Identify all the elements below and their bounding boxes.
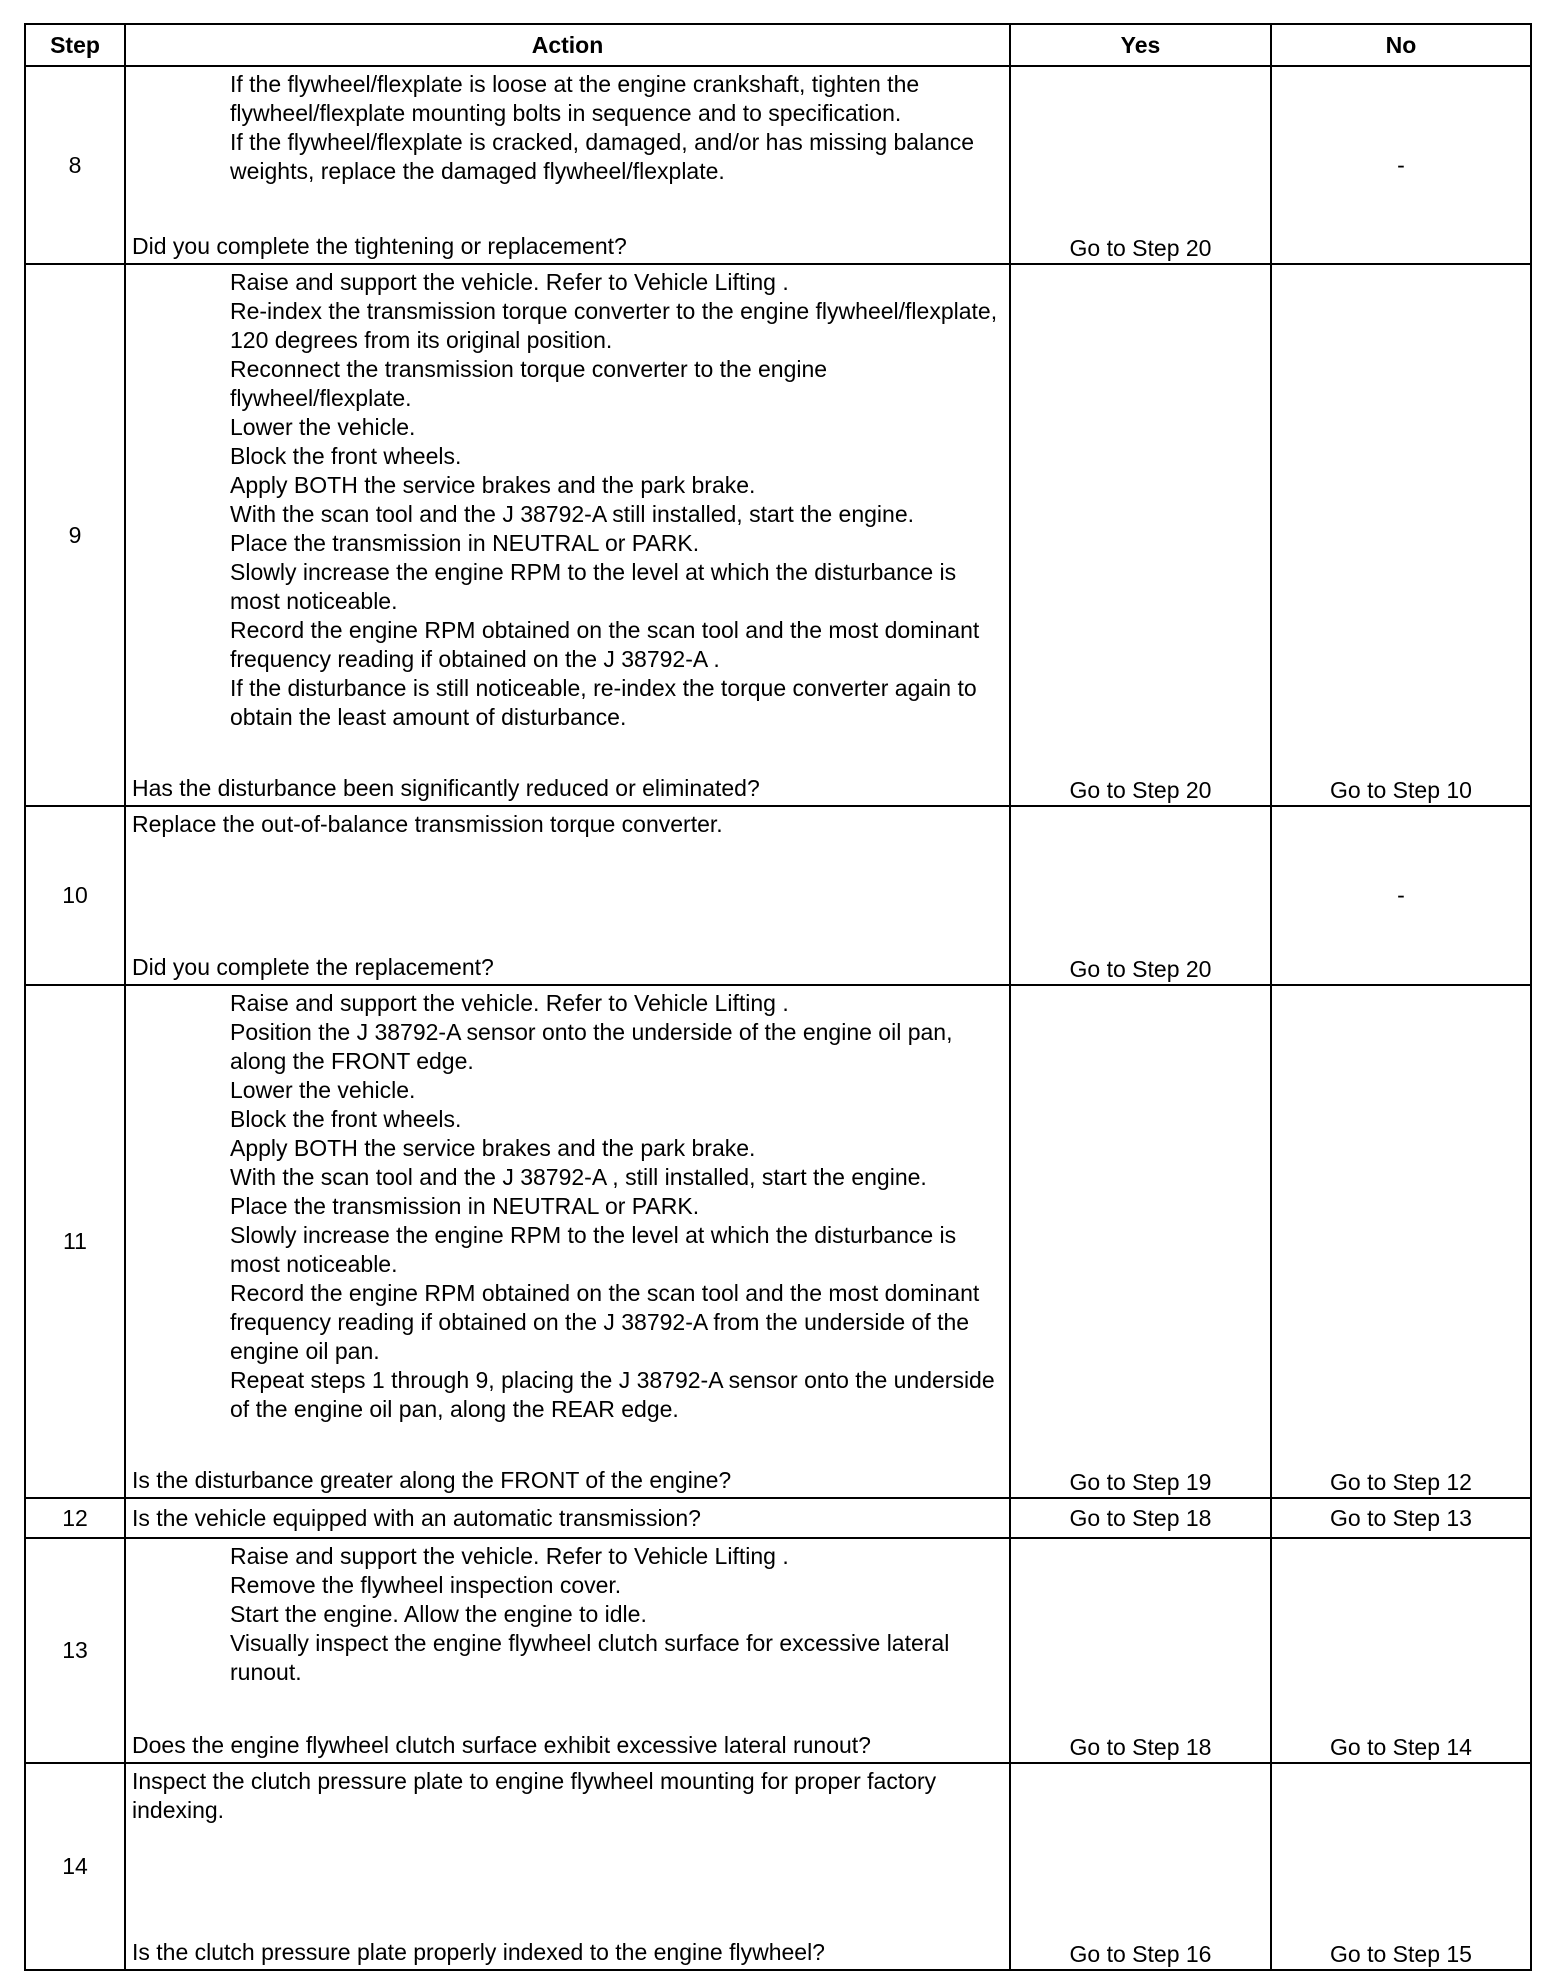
action-item: If the disturbance is still noticeable, re-index the torque converter again to obtain the least amount of disturbance.: [230, 675, 977, 730]
no-result: Go to Step 13: [1271, 1498, 1531, 1538]
table-row: [25, 985, 1531, 1498]
action-question: Did you complete the replacement?: [132, 954, 494, 980]
no-result: -: [1271, 806, 1531, 985]
action-cell: [125, 264, 1010, 806]
action-item: Slowly increase the engine RPM to the level at which the disturbance is most noticeable.: [230, 1222, 957, 1277]
action-cell: [125, 1763, 1010, 1970]
action-item: Remove the flywheel inspection cover.: [230, 1572, 622, 1598]
action-item: Record the engine RPM obtained on the scan tool and the most dominant frequency reading if obtained on the J 38792-A .: [230, 617, 980, 672]
yes-result: Go to Step 19: [1010, 985, 1271, 1498]
action-cell: [125, 806, 1010, 985]
diagnostic-table: [24, 23, 1532, 1971]
action-item: Apply BOTH the service brakes and the park brake.: [230, 472, 756, 498]
step-number: 13: [25, 1538, 125, 1763]
action-cell: [125, 1498, 1010, 1538]
action-item: With the scan tool and the J 38792-A , still installed, start the engine.: [230, 1164, 927, 1190]
table-row: [25, 264, 1531, 806]
action-item: Block the front wheels.: [230, 1106, 462, 1132]
action-cell: [125, 985, 1010, 1498]
action-question: Is the disturbance greater along the FRONT of the engine?: [132, 1467, 732, 1493]
action-item: Start the engine. Allow the engine to idle.: [230, 1601, 647, 1627]
no-result: Go to Step 12: [1271, 985, 1531, 1498]
action-list: [126, 1539, 1009, 1687]
action-question: Is the clutch pressure plate properly indexed to the engine flywheel?: [132, 1939, 825, 1965]
step-number: 10: [25, 806, 125, 985]
step-number: 11: [25, 985, 125, 1498]
action-item: Record the engine RPM obtained on the scan tool and the most dominant frequency reading if obtained on the J 38792-A from the underside of the engine oil pan.: [230, 1280, 980, 1364]
table-row: [25, 1498, 1531, 1538]
action-item: Block the front wheels.: [230, 443, 462, 469]
action-cell: [125, 1538, 1010, 1763]
no-result: Go to Step 15: [1271, 1763, 1531, 1970]
action-question: Does the engine flywheel clutch surface exhibit excessive lateral runout?: [132, 1732, 871, 1758]
table-row: [25, 1538, 1531, 1763]
table-row: [25, 1763, 1531, 1970]
action-item: Slowly increase the engine RPM to the level at which the disturbance is most noticeable.: [230, 559, 957, 614]
action-item: Reconnect the transmission torque converter to the engine flywheel/flexplate.: [230, 356, 828, 411]
yes-result: Go to Step 20: [1010, 806, 1271, 985]
action-question: Has the disturbance been significantly reduced or eliminated?: [132, 775, 760, 801]
no-result: -: [1271, 66, 1531, 264]
header-action: Action: [125, 24, 1010, 66]
action-item: Lower the vehicle.: [230, 1077, 416, 1103]
action-item: If the flywheel/flexplate is cracked, damaged, and/or has missing balance weights, replace the damaged flywheel/flexplate.: [230, 129, 975, 184]
action-item: Lower the vehicle.: [230, 414, 416, 440]
yes-result: Go to Step 20: [1010, 66, 1271, 264]
action-item: Visually inspect the engine flywheel clutch surface for excessive lateral runout.: [230, 1630, 950, 1685]
no-result: Go to Step 10: [1271, 264, 1531, 806]
action-text: Inspect the clutch pressure plate to engine flywheel mounting for proper factory indexing.: [132, 1768, 937, 1823]
action-list: [126, 67, 1009, 186]
action-item: Raise and support the vehicle. Refer to Vehicle Lifting .: [230, 1543, 789, 1569]
action-item: Repeat steps 1 through 9, placing the J 38792-A sensor onto the underside of the engine oil pan, along the REAR edge.: [230, 1367, 995, 1422]
action-item: Apply BOTH the service brakes and the park brake.: [230, 1135, 756, 1161]
action-item: With the scan tool and the J 38792-A still installed, start the engine.: [230, 501, 915, 527]
step-number: 8: [25, 66, 125, 264]
yes-result: Go to Step 18: [1010, 1538, 1271, 1763]
action-item: Raise and support the vehicle. Refer to Vehicle Lifting .: [230, 269, 789, 295]
header-row: [25, 24, 1531, 66]
step-number: 9: [25, 264, 125, 806]
yes-result: Go to Step 18: [1010, 1498, 1271, 1538]
table-row: [25, 806, 1531, 985]
action-cell: [125, 66, 1010, 264]
action-question: Is the vehicle equipped with an automatic transmission?: [132, 1504, 701, 1531]
action-item: Place the transmission in NEUTRAL or PARK.: [230, 1193, 700, 1219]
action-list: [126, 986, 1009, 1424]
header-no: No: [1271, 24, 1531, 66]
action-item: Raise and support the vehicle. Refer to Vehicle Lifting .: [230, 990, 789, 1016]
action-question: Did you complete the tightening or replacement?: [132, 233, 627, 259]
step-number: 12: [25, 1498, 125, 1538]
action-text: Replace the out-of-balance transmission torque converter.: [132, 811, 723, 837]
action-item: Re-index the transmission torque converter to the engine flywheel/flexplate, 120 degrees from its original position.: [230, 298, 998, 353]
action-item: Place the transmission in NEUTRAL or PARK.: [230, 530, 700, 556]
no-result: Go to Step 14: [1271, 1538, 1531, 1763]
header-yes: Yes: [1010, 24, 1271, 66]
yes-result: Go to Step 16: [1010, 1763, 1271, 1970]
action-list: [126, 265, 1009, 732]
table-row: [25, 66, 1531, 264]
yes-result: Go to Step 20: [1010, 264, 1271, 806]
step-number: 14: [25, 1763, 125, 1970]
action-item: If the flywheel/flexplate is loose at the engine crankshaft, tighten the flywheel/flexplate mounting bolts in sequence and to specification.: [230, 71, 920, 126]
header-step: Step: [25, 24, 125, 66]
action-item: Position the J 38792-A sensor onto the underside of the engine oil pan, along the FRONT edge.: [230, 1019, 953, 1074]
